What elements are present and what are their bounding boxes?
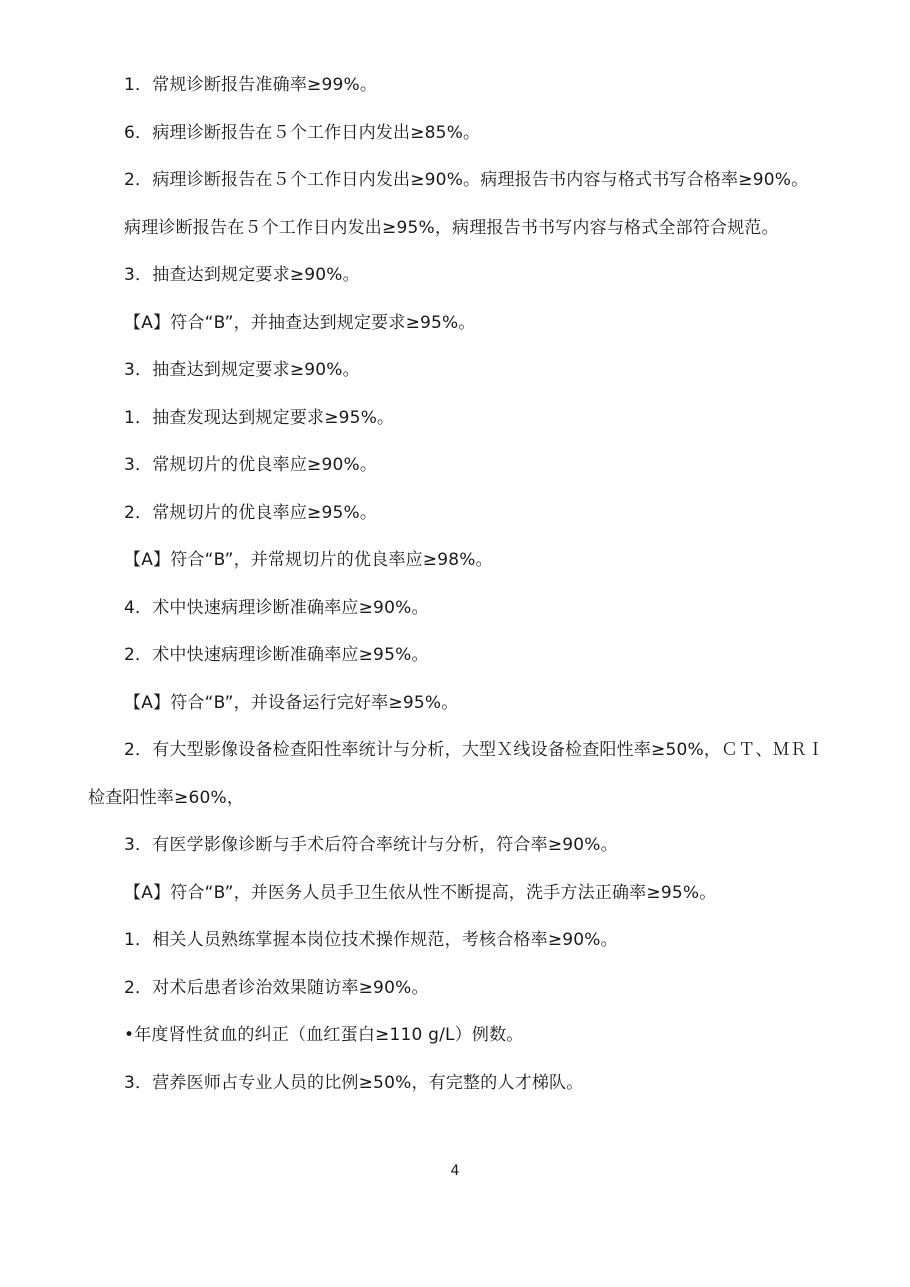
paragraph: 【A】符合“B”，并设备运行完好率≥95%。 <box>124 692 459 713</box>
paragraph: •年度肾性贫血的纠正（血红蛋白≥110 g/L）例数。 <box>124 1025 524 1045</box>
paragraph: 1．相关人员熟练掌握本岗位技术操作规范，考核合格率≥90%。 <box>124 930 618 950</box>
document-body <box>88 62 833 1107</box>
paragraph: 4．术中快速病理诊断准确率应≥90%。 <box>124 597 429 618</box>
paragraph: 6．病理诊断报告在５个工作日内发出≥85%。 <box>124 122 481 143</box>
paragraph: 3．营养医师占专业人员的比例≥50%，有完整的人才梯队。 <box>124 1072 584 1093</box>
paragraph: 1．抽查发现达到规定要求≥95%。 <box>124 407 395 428</box>
paragraph: 2．对术后患者诊治效果随访率≥90%。 <box>124 977 429 998</box>
page-number: 4 <box>450 1163 460 1179</box>
paragraph: 2．术中快速病理诊断准确率应≥95%。 <box>124 645 429 665</box>
paragraph: 病理诊断报告在５个工作日内发出≥95%，病理报告书书写内容与格式全部符合规范。 <box>124 217 779 238</box>
paragraph: 2．有大型影像设备检查阳性率统计与分析，大型Ｘ线设备检查阳性率≥50%，ＣＴ、ＭＲＩ检查阳性率≥60%， <box>88 740 825 808</box>
paragraph: 2．病理诊断报告在５个工作日内发出≥90%。病理报告书内容与格式书写合格率≥90%。 <box>124 170 809 190</box>
paragraph: 3．常规切片的优良率应≥90%。 <box>124 455 378 475</box>
paragraph: 3．抽查达到规定要求≥90%。 <box>124 360 360 380</box>
paragraph: 【A】符合“B”，并常规切片的优良率应≥98%。 <box>124 550 493 570</box>
paragraph: 2．常规切片的优良率应≥95%。 <box>124 502 378 523</box>
paragraph: 【A】符合“B”，并医务人员手卫生依从性不断提高，洗手方法正确率≥95%。 <box>124 882 717 903</box>
paragraph: 【A】符合“B”，并抽查达到规定要求≥95%。 <box>124 312 476 333</box>
paragraph: 3．有医学影像诊断与手术后符合率统计与分析，符合率≥90%。 <box>124 835 618 855</box>
paragraph: 1．常规诊断报告准确率≥99%。 <box>124 75 378 95</box>
paragraph: 3．抽查达到规定要求≥90%。 <box>124 265 360 285</box>
